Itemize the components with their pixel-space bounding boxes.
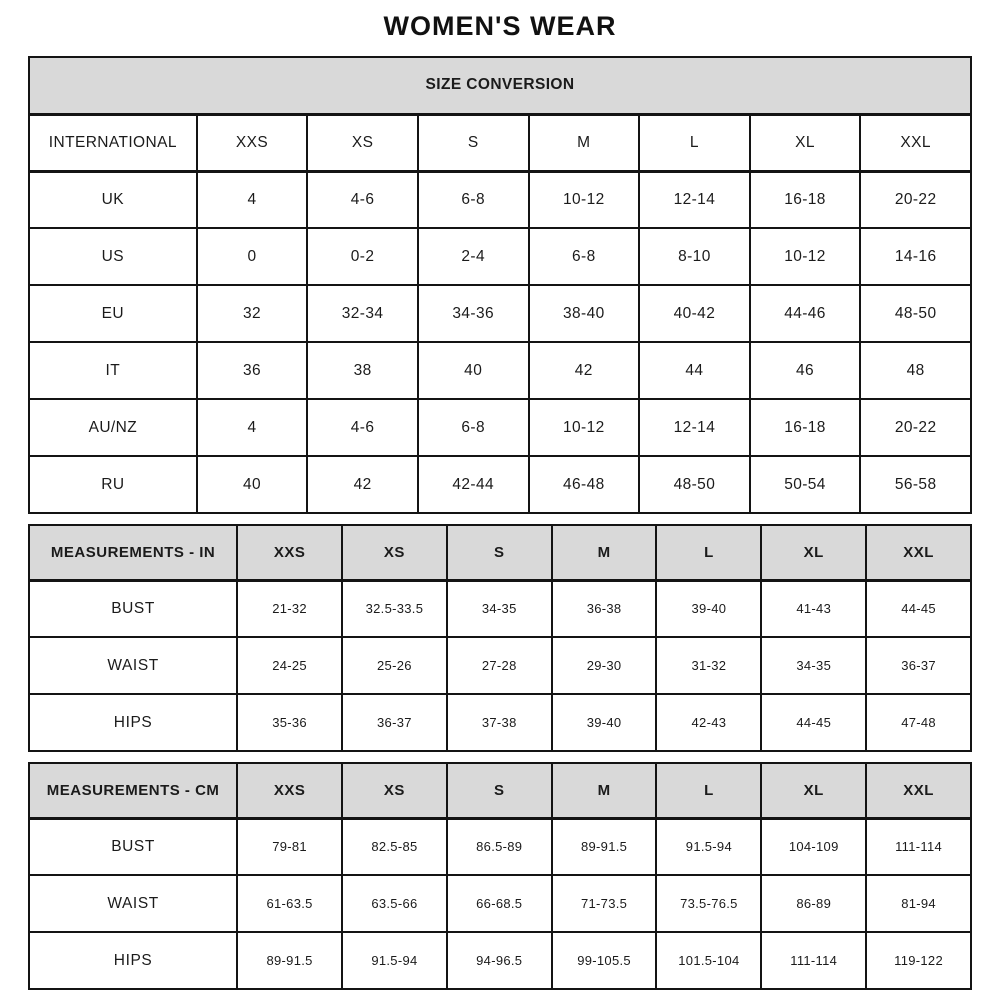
table-cell: 48-50 (639, 456, 750, 513)
column-header: XXS (197, 114, 308, 171)
table-cell: 6-8 (418, 171, 529, 228)
table-row (29, 818, 971, 875)
column-header: L (656, 763, 761, 818)
table-row (29, 456, 971, 513)
table-cell: 63.5-66 (342, 875, 447, 932)
table-cell: 61-63.5 (237, 875, 342, 932)
table-cell: 56-58 (860, 456, 971, 513)
column-header: XS (342, 763, 447, 818)
table-cell: 38-40 (529, 285, 640, 342)
table-cell: 27-28 (447, 637, 552, 694)
table-cell: 91.5-94 (342, 932, 447, 989)
table-cell: 44 (639, 342, 750, 399)
row-label: HIPS (29, 932, 237, 989)
table-cell: 16-18 (750, 171, 861, 228)
table-cell: 44-46 (750, 285, 861, 342)
column-header: XL (761, 525, 866, 580)
table-row (29, 580, 971, 637)
table-cell: 48 (860, 342, 971, 399)
table-cell: 81-94 (866, 875, 971, 932)
column-header: S (447, 763, 552, 818)
column-header: XL (750, 114, 861, 171)
table-cell: 119-122 (866, 932, 971, 989)
column-header: MEASUREMENTS - CM (29, 763, 237, 818)
table-cell: 10-12 (529, 171, 640, 228)
table-row (29, 875, 971, 932)
table-cell: 91.5-94 (656, 818, 761, 875)
table-cell: 42 (529, 342, 640, 399)
table-cell: 34-36 (418, 285, 529, 342)
row-label: RU (29, 456, 197, 513)
table-cell: 47-48 (866, 694, 971, 751)
table-cell: 16-18 (750, 399, 861, 456)
column-header: XXL (866, 525, 971, 580)
table-cell: 44-45 (866, 580, 971, 637)
column-header: INTERNATIONAL (29, 114, 197, 171)
table-cell: 42-43 (656, 694, 761, 751)
table-cell: 36-37 (342, 694, 447, 751)
table-cell: 8-10 (639, 228, 750, 285)
size-conversion-table (28, 56, 972, 514)
table-row (29, 399, 971, 456)
table-cell: 79-81 (237, 818, 342, 875)
table-cell: 34-35 (447, 580, 552, 637)
table-cell: 38 (307, 342, 418, 399)
table-row (29, 932, 971, 989)
row-label: IT (29, 342, 197, 399)
table-cell: 4 (197, 399, 308, 456)
table-row (29, 285, 971, 342)
table-row (29, 228, 971, 285)
table-cell: 42-44 (418, 456, 529, 513)
table-cell: 40 (418, 342, 529, 399)
table-row (29, 171, 971, 228)
column-header: XXS (237, 763, 342, 818)
table-cell: 101.5-104 (656, 932, 761, 989)
table-cell: 4-6 (307, 171, 418, 228)
table-cell: 46-48 (529, 456, 640, 513)
table-cell: 6-8 (418, 399, 529, 456)
column-header: XXL (860, 114, 971, 171)
table-cell: 89-91.5 (237, 932, 342, 989)
table-cell: 111-114 (761, 932, 866, 989)
table-cell: 99-105.5 (552, 932, 657, 989)
table-cell: 32 (197, 285, 308, 342)
measurements-inches-table (28, 524, 972, 752)
table-cell: 12-14 (639, 399, 750, 456)
row-label: WAIST (29, 637, 237, 694)
table-cell: 0-2 (307, 228, 418, 285)
table-header-row (29, 114, 971, 171)
row-label: BUST (29, 580, 237, 637)
table-header-row (29, 525, 971, 580)
table-cell: 12-14 (639, 171, 750, 228)
table-cell: 25-26 (342, 637, 447, 694)
table-cell: 4-6 (307, 399, 418, 456)
table-cell: 20-22 (860, 399, 971, 456)
measurements-centimeters-table (28, 762, 972, 990)
table-cell: 32.5-33.5 (342, 580, 447, 637)
table-cell: 46 (750, 342, 861, 399)
table-cell: 4 (197, 171, 308, 228)
table-cell: 2-4 (418, 228, 529, 285)
column-header: XS (342, 525, 447, 580)
table-cell: 34-35 (761, 637, 866, 694)
table-cell: 24-25 (237, 637, 342, 694)
row-label: EU (29, 285, 197, 342)
table-cell: 71-73.5 (552, 875, 657, 932)
table-cell: 40-42 (639, 285, 750, 342)
row-label: BUST (29, 818, 237, 875)
table-cell: 89-91.5 (552, 818, 657, 875)
table-cell: 82.5-85 (342, 818, 447, 875)
row-label: WAIST (29, 875, 237, 932)
table-row (29, 694, 971, 751)
column-header: S (418, 114, 529, 171)
column-header: L (639, 114, 750, 171)
column-header: XXS (237, 525, 342, 580)
table-cell: 94-96.5 (447, 932, 552, 989)
table-cell: 40 (197, 456, 308, 513)
table-cell: 29-30 (552, 637, 657, 694)
column-header: XL (761, 763, 866, 818)
column-header: M (552, 525, 657, 580)
column-header: XS (307, 114, 418, 171)
table-banner: SIZE CONVERSION (29, 57, 971, 114)
table-cell: 39-40 (552, 694, 657, 751)
table-cell: 104-109 (761, 818, 866, 875)
row-label: HIPS (29, 694, 237, 751)
table-header-row (29, 763, 971, 818)
table-cell: 37-38 (447, 694, 552, 751)
table-cell: 48-50 (860, 285, 971, 342)
table-cell: 39-40 (656, 580, 761, 637)
row-label: UK (29, 171, 197, 228)
table-cell: 86.5-89 (447, 818, 552, 875)
column-header: L (656, 525, 761, 580)
table-cell: 50-54 (750, 456, 861, 513)
table-cell: 73.5-76.5 (656, 875, 761, 932)
table-row (29, 637, 971, 694)
table-cell: 41-43 (761, 580, 866, 637)
table-cell: 10-12 (529, 399, 640, 456)
page-title: WOMEN'S WEAR (383, 11, 617, 41)
table-cell: 31-32 (656, 637, 761, 694)
column-header: MEASUREMENTS - IN (29, 525, 237, 580)
table-cell: 35-36 (237, 694, 342, 751)
table-cell: 111-114 (866, 818, 971, 875)
table-cell: 20-22 (860, 171, 971, 228)
table-cell: 86-89 (761, 875, 866, 932)
table-cell: 10-12 (750, 228, 861, 285)
table-row (29, 342, 971, 399)
table-cell: 14-16 (860, 228, 971, 285)
row-label: AU/NZ (29, 399, 197, 456)
table-cell: 42 (307, 456, 418, 513)
table-cell: 21-32 (237, 580, 342, 637)
table-cell: 0 (197, 228, 308, 285)
column-header: S (447, 525, 552, 580)
table-banner-row (29, 57, 971, 114)
table-cell: 44-45 (761, 694, 866, 751)
table-cell: 36 (197, 342, 308, 399)
column-header: M (529, 114, 640, 171)
column-header: XXL (866, 763, 971, 818)
row-label: US (29, 228, 197, 285)
table-cell: 66-68.5 (447, 875, 552, 932)
table-cell: 36-37 (866, 637, 971, 694)
table-cell: 36-38 (552, 580, 657, 637)
table-cell: 32-34 (307, 285, 418, 342)
table-cell: 6-8 (529, 228, 640, 285)
column-header: M (552, 763, 657, 818)
